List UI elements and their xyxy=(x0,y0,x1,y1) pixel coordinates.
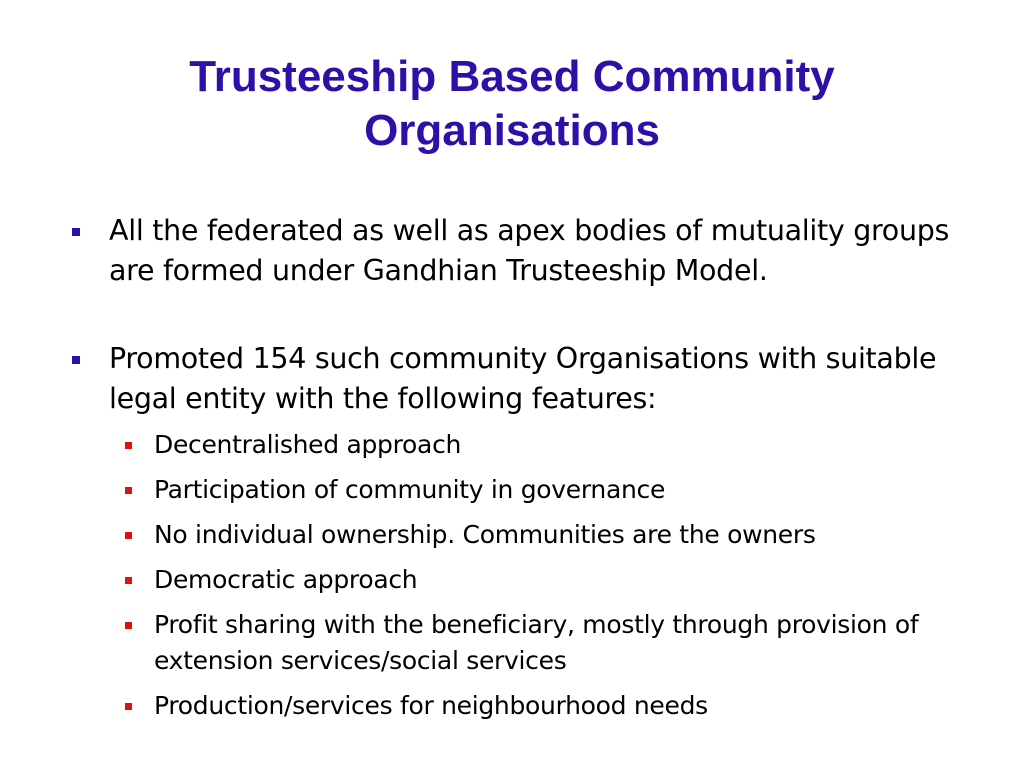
square-bullet-icon xyxy=(125,487,132,494)
bullet-text: All the federated as well as apex bodies of mutuality groups are formed under Gandhian Trusteeship Model. xyxy=(109,214,950,287)
square-bullet-icon xyxy=(125,622,132,629)
feature-text: Decentralished approach xyxy=(154,430,462,459)
feature-text: Democratic approach xyxy=(154,565,418,594)
feature-item xyxy=(154,562,994,598)
bullet-item xyxy=(109,211,989,291)
square-bullet-icon xyxy=(72,228,80,236)
feature-item xyxy=(154,688,994,724)
square-bullet-icon xyxy=(72,356,80,364)
feature-item xyxy=(154,517,994,553)
square-bullet-icon xyxy=(125,442,132,449)
bullet-item xyxy=(109,339,989,419)
feature-item xyxy=(154,472,994,508)
feature-item xyxy=(154,427,994,463)
slide-title-line-2: Organisations xyxy=(364,106,660,155)
bullet-text: Promoted 154 such community Organisations with suitable legal entity with the following features: xyxy=(109,342,937,415)
slide-title xyxy=(40,50,984,158)
square-bullet-icon xyxy=(125,703,132,710)
feature-text: Production/services for neighbourhood needs xyxy=(154,691,708,720)
feature-item xyxy=(154,607,994,679)
feature-text: Profit sharing with the beneficiary, mostly through provision of extension services/social services xyxy=(154,610,919,675)
square-bullet-icon xyxy=(125,577,132,584)
feature-text: Participation of community in governance xyxy=(154,475,666,504)
square-bullet-icon xyxy=(125,532,132,539)
slide-title-line-1: Trusteeship Based Community xyxy=(189,52,835,101)
feature-text: No individual ownership. Communities are the owners xyxy=(154,520,816,549)
